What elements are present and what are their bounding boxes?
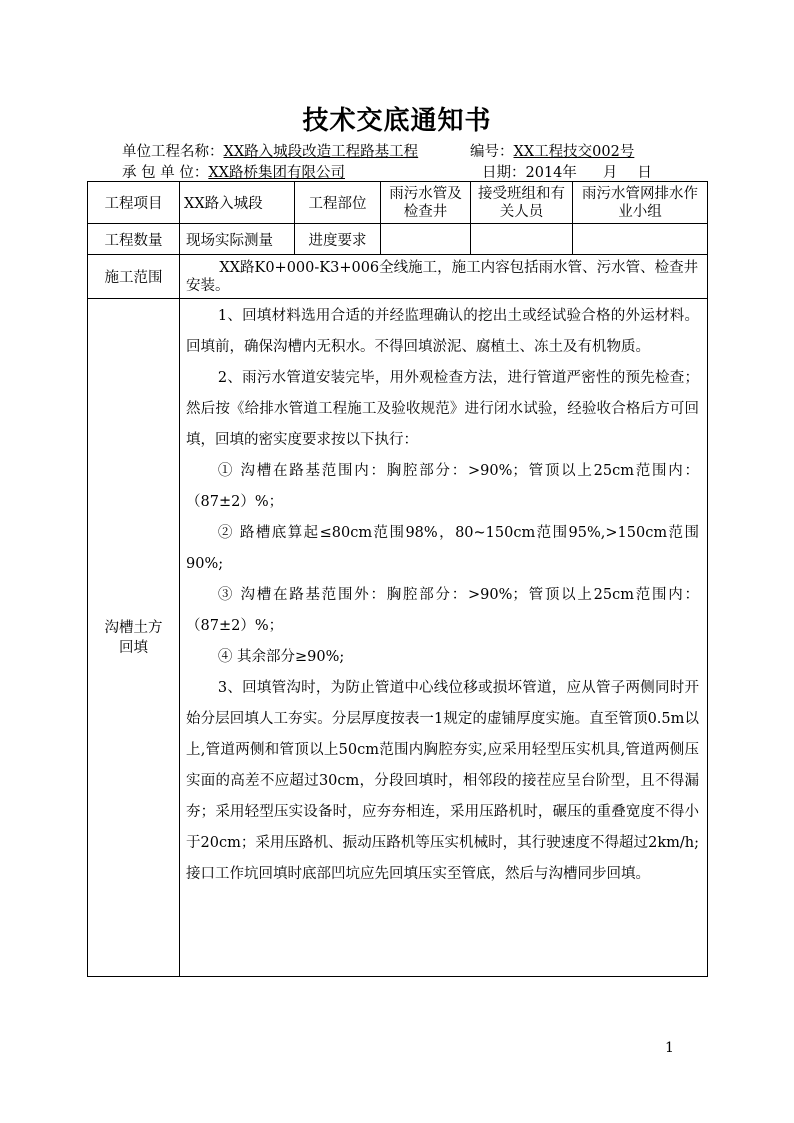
number-line [470,140,634,161]
project-name-value: XX路入城段改造工程路基工程 [223,144,419,160]
contractor-value: XX路桥集团有限公司 [208,165,345,181]
project-name-label: 单位工程名称： [122,144,224,160]
number-value: XX工程技交002号 [513,144,635,160]
backfill-label [88,299,180,977]
project-name-line [122,140,418,161]
table-row [88,255,708,299]
scope-text: XX路K0+000-K3+006全线施工，施工内容包括雨水管、污水管、检查井安装。 [186,259,699,294]
backfill-label-line2: 回填 [119,639,148,656]
empty-cell [471,224,573,255]
backfill-label-line1: 沟槽土方 [104,619,163,636]
disclosure-table [87,181,708,977]
quantity-label: 工程数量 [88,224,180,255]
backfill-paragraph-1: 1、回填材料选用合适的并经监理确认的挖出土或经试验合格的外运材料。回填前，确保沟槽内无积水。不得回填淤泥、腐植土、冻土及有机物质。 [186,308,699,355]
backfill-paragraph-2: 2、雨污水管道安装完毕，用外观检查方法，进行管道严密性的预先检查；然后按《给排水管道工程施工及验收规范》进行闭水试验，经验收合格后方可回填，回填的密实度要求按以下执行： [186,370,699,448]
receiver-value: 雨污水管网排水作业小组 [573,182,708,224]
part-value: 雨污水管及检查井 [381,182,471,224]
date-year: 2014年 [525,165,577,181]
date-month: 月 [602,165,618,181]
contractor-line [122,161,345,182]
project-item-label: 工程项目 [88,182,180,224]
document-title: 技术交底通知书 [302,106,492,136]
number-label: 编号： [470,144,514,160]
quantity-value: 现场实际测量 [180,224,295,255]
page-number: 1 [665,1040,674,1056]
backfill-item-3: ③ 沟槽在路基范围外：胸腔部分：>90%；管顶以上25cm范围内：（87±2）%； [186,587,699,634]
backfill-item-1: ① 沟槽在路基范围内：胸腔部分：>90%；管顶以上25cm范围内：（87±2）%； [186,463,699,510]
part-label: 工程部位 [295,182,381,224]
table-row [88,299,708,977]
empty-cell [573,224,708,255]
progress-value [381,224,471,255]
table-row [88,224,708,255]
scope-label: 施工范围 [88,255,180,299]
contractor-label: 承 包 单 位： [122,165,209,181]
backfill-item-2: ② 路槽底算起≤80cm范围98%，80~150cm范围95%,>150cm范围90%; [186,525,699,572]
receiver-label: 接受班组和有关人员 [471,182,573,224]
scope-cell [180,255,708,299]
date-line [482,161,652,182]
date-day: 日 [637,165,652,181]
backfill-item-4: ④ 其余部分≥90%; [217,649,345,665]
backfill-paragraph-3: 3、回填管沟时，为防止管道中心线位移或损坏管道，应从管子两侧同时开始分层回填人工夯实。分层厚度按表一1规定的虚铺厚度实施。直至管顶0.5m以上,管道两侧和管顶以上50cm范围内胸腔夯实,应采用轻型压实机具,管道两侧压实面的高差不应超过30cm，分段回填时，相邻段的接茬应呈台阶型，且不得漏夯；采用轻型压实设备时，应夯夯相连，采用压路机时，碾压的重叠宽度不得小于20cm；采用压路机、振动压路机等压实机械时，其行驶速度不得超过2km/h;接口工作坑回填时底部凹坑应先回填压实至管底，然后与沟槽同步回填。 [186,680,699,882]
backfill-content [180,299,708,977]
date-label: 日期： [482,165,526,181]
progress-label: 进度要求 [295,224,381,255]
table-row [88,182,708,224]
project-item-value: XX路入城段 [180,182,295,224]
